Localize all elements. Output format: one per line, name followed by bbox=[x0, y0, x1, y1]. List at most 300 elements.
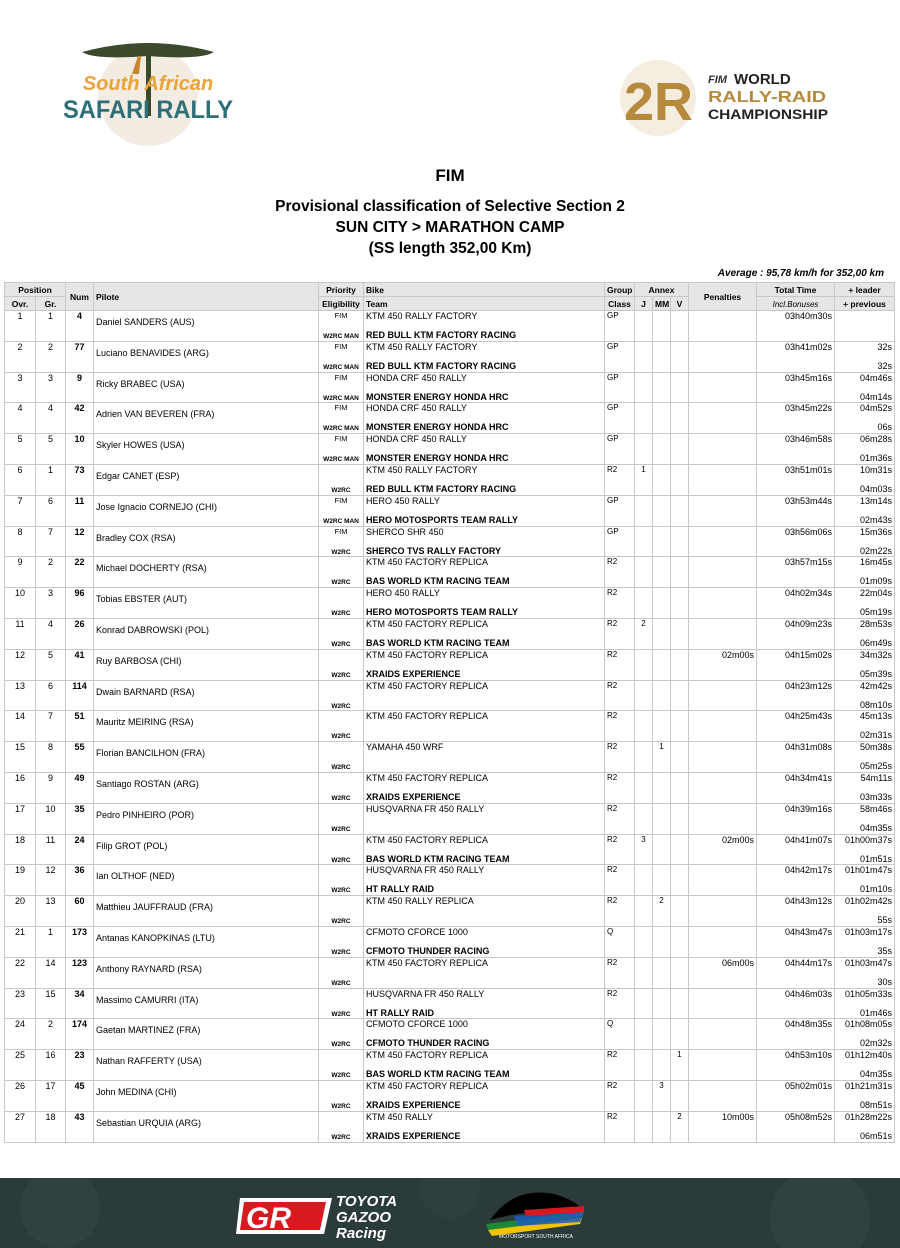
cell-total-time: 04h39m16s bbox=[757, 803, 835, 834]
gap-leader: 50m38s bbox=[859, 742, 892, 753]
cell-pilote bbox=[94, 711, 319, 742]
pilote-name: Mauritz MEIRING (RSA) bbox=[96, 717, 194, 728]
cell-num: 55 bbox=[66, 742, 94, 773]
pilote-name: Gaetan MARTINEZ (FRA) bbox=[96, 1025, 201, 1036]
cell-total-time: 04h41m07s bbox=[757, 834, 835, 865]
cell-annex-mm bbox=[653, 988, 671, 1019]
table-row bbox=[5, 372, 895, 403]
cell-annex-v bbox=[671, 649, 689, 680]
cell-penalties bbox=[689, 557, 757, 588]
cell-group: GP bbox=[605, 341, 635, 372]
bike-value: HUSQVARNA FR 450 RALLY bbox=[366, 865, 485, 876]
priority-value: FIM bbox=[334, 372, 348, 382]
cell-bike-team bbox=[364, 1080, 605, 1111]
header-j: J bbox=[635, 297, 653, 311]
cell-gaps bbox=[835, 988, 895, 1019]
cell-gaps bbox=[835, 957, 895, 988]
gap-leader: 15m36s bbox=[859, 526, 892, 537]
cell-priority bbox=[319, 680, 364, 711]
pilote-name: Santiago ROSTAN (ARG) bbox=[96, 778, 199, 789]
cell-penalties bbox=[689, 495, 757, 526]
cell-gaps bbox=[835, 311, 895, 342]
logo-rally-raid: RALLY-RAID bbox=[708, 89, 826, 106]
cell-priority bbox=[319, 526, 364, 557]
cell-gaps bbox=[835, 772, 895, 803]
logo-text-south-african: South African bbox=[82, 73, 214, 95]
header-previous: + previous bbox=[835, 297, 895, 311]
team-value: BAS WORLD KTM RACING TEAM bbox=[366, 1069, 510, 1080]
table-row bbox=[5, 495, 895, 526]
bike-value: KTM 450 RALLY FACTORY bbox=[366, 464, 478, 475]
cell-annex-j bbox=[635, 403, 653, 434]
table-row bbox=[5, 311, 895, 342]
cell-total-time: 04h31m08s bbox=[757, 742, 835, 773]
cell-num: 49 bbox=[66, 772, 94, 803]
cell-priority bbox=[319, 464, 364, 495]
cell-num: 34 bbox=[66, 988, 94, 1019]
gap-previous: 02m32s bbox=[859, 1038, 892, 1049]
cell-num: 41 bbox=[66, 649, 94, 680]
cell-annex-mm: 2 bbox=[653, 896, 671, 927]
bike-value: HUSQVARNA FR 450 RALLY bbox=[366, 988, 485, 999]
cell-num: 73 bbox=[66, 464, 94, 495]
cell-annex-mm: 1 bbox=[653, 742, 671, 773]
cell-total-time: 04h25m43s bbox=[757, 711, 835, 742]
cell-gr: 17 bbox=[36, 1080, 66, 1111]
cell-total-time: 03h46m58s bbox=[757, 434, 835, 465]
cell-gaps bbox=[835, 1019, 895, 1050]
pilote-name: Dwain BARNARD (RSA) bbox=[96, 686, 195, 697]
eligibility-value: W2RC MAN bbox=[323, 394, 359, 402]
page-title: Provisional classification of Selective Section 2 bbox=[275, 198, 625, 215]
pilote-name: Michael DOCHERTY (RSA) bbox=[96, 563, 207, 574]
cell-pilote bbox=[94, 464, 319, 495]
cell-priority bbox=[319, 1080, 364, 1111]
header-total-time: Total Time bbox=[757, 283, 835, 297]
toyota-gazoo-racing-logo bbox=[236, 1184, 436, 1242]
table-row bbox=[5, 526, 895, 557]
eligibility-value: W2RC bbox=[331, 1072, 351, 1080]
cell-group: GP bbox=[605, 403, 635, 434]
cell-num: 51 bbox=[66, 711, 94, 742]
gap-leader: 04m46s bbox=[859, 372, 892, 383]
team-value: RED BULL KTM FACTORY RACING bbox=[366, 483, 517, 494]
cell-pilote bbox=[94, 1019, 319, 1050]
cell-num: 45 bbox=[66, 1080, 94, 1111]
cell-pilote bbox=[94, 588, 319, 619]
team-value: XRAIDS EXPERIENCE bbox=[366, 1130, 461, 1141]
cell-annex-j bbox=[635, 372, 653, 403]
cell-pilote bbox=[94, 803, 319, 834]
cell-annex-j bbox=[635, 557, 653, 588]
header-leader: + leader bbox=[835, 283, 895, 297]
cell-gaps bbox=[835, 372, 895, 403]
team-value: MONSTER ENERGY HONDA HRC bbox=[366, 453, 509, 464]
bike-value: KTM 450 FACTORY REPLICA bbox=[366, 618, 489, 629]
cell-bike-team bbox=[364, 557, 605, 588]
cell-gr: 3 bbox=[36, 588, 66, 619]
table-row bbox=[5, 803, 895, 834]
cell-total-time: 04h02m34s bbox=[757, 588, 835, 619]
cell-penalties bbox=[689, 896, 757, 927]
cell-pilote bbox=[94, 988, 319, 1019]
cell-priority bbox=[319, 772, 364, 803]
cell-gaps bbox=[835, 341, 895, 372]
cell-ovr: 16 bbox=[5, 772, 36, 803]
cell-bike-team bbox=[364, 803, 605, 834]
cell-ovr: 27 bbox=[5, 1111, 36, 1142]
cell-gaps bbox=[835, 834, 895, 865]
bike-value: KTM 450 RALLY bbox=[366, 1111, 433, 1122]
cell-gr: 18 bbox=[36, 1111, 66, 1142]
cell-annex-j bbox=[635, 1080, 653, 1111]
gap-leader: 34m32s bbox=[859, 649, 892, 660]
cell-gaps bbox=[835, 618, 895, 649]
table-row bbox=[5, 618, 895, 649]
cell-gr: 11 bbox=[36, 834, 66, 865]
cell-gaps bbox=[835, 495, 895, 526]
msa-logo bbox=[484, 1186, 588, 1240]
gap-previous: 02m22s bbox=[859, 545, 892, 556]
cell-num: 22 bbox=[66, 557, 94, 588]
table-row bbox=[5, 1111, 895, 1142]
gap-leader: 01h28m22s bbox=[844, 1111, 892, 1122]
sponsor-toyota: TOYOTA bbox=[336, 1193, 398, 1210]
bike-value: KTM 450 FACTORY REPLICA bbox=[366, 834, 489, 845]
gap-previous: 35s bbox=[877, 945, 892, 956]
gap-previous: 02m31s bbox=[859, 730, 892, 741]
pilote-name: Edgar CANET (ESP) bbox=[96, 470, 180, 481]
cell-pilote bbox=[94, 311, 319, 342]
cell-annex-v bbox=[671, 434, 689, 465]
bike-value: KTM 450 FACTORY REPLICA bbox=[366, 772, 489, 783]
sponsor-footer bbox=[0, 1178, 900, 1248]
cell-penalties bbox=[689, 618, 757, 649]
cell-bike-team bbox=[364, 372, 605, 403]
eligibility-value: W2RC MAN bbox=[323, 425, 359, 433]
cell-pilote bbox=[94, 926, 319, 957]
cell-annex-mm bbox=[653, 1050, 671, 1081]
cell-annex-j bbox=[635, 1019, 653, 1050]
cell-annex-mm bbox=[653, 618, 671, 649]
header-team: Team bbox=[364, 297, 605, 311]
cell-group: R2 bbox=[605, 988, 635, 1019]
cell-annex-v bbox=[671, 464, 689, 495]
cell-pilote bbox=[94, 957, 319, 988]
bike-value: KTM 450 FACTORY REPLICA bbox=[366, 957, 489, 968]
cell-ovr: 4 bbox=[5, 403, 36, 434]
cell-annex-j: 2 bbox=[635, 618, 653, 649]
eligibility-value: W2RC bbox=[331, 948, 351, 956]
bike-value: KTM 450 FACTORY REPLICA bbox=[366, 680, 489, 691]
cell-gr: 9 bbox=[36, 772, 66, 803]
gap-leader: 16m45s bbox=[859, 557, 892, 568]
gap-previous: 32s bbox=[877, 360, 892, 371]
cell-pilote bbox=[94, 1111, 319, 1142]
cell-bike-team bbox=[364, 957, 605, 988]
cell-group: R2 bbox=[605, 803, 635, 834]
cell-group: Q bbox=[605, 1019, 635, 1050]
cell-num: 24 bbox=[66, 834, 94, 865]
cell-total-time: 03h51m01s bbox=[757, 464, 835, 495]
safari-rally-logo bbox=[52, 34, 242, 149]
eligibility-value: W2RC bbox=[331, 856, 351, 864]
bike-value: KTM 450 RALLY FACTORY bbox=[366, 311, 478, 321]
cell-priority bbox=[319, 834, 364, 865]
bike-value: CFMOTO CFORCE 1000 bbox=[366, 1019, 468, 1030]
bike-value: HONDA CRF 450 RALLY bbox=[366, 403, 467, 414]
cell-gr: 16 bbox=[36, 1050, 66, 1081]
gap-leader: 01h03m17s bbox=[844, 926, 892, 937]
bike-value: KTM 450 FACTORY REPLICA bbox=[366, 711, 489, 722]
cell-ovr: 21 bbox=[5, 926, 36, 957]
cell-num: 60 bbox=[66, 896, 94, 927]
eligibility-value: W2RC bbox=[331, 918, 351, 926]
cell-ovr: 10 bbox=[5, 588, 36, 619]
priority-value: FIM bbox=[334, 341, 348, 351]
cell-total-time: 03h40m30s bbox=[757, 311, 835, 342]
header-eligibility: Eligibility bbox=[319, 297, 364, 311]
cell-annex-j bbox=[635, 649, 653, 680]
eligibility-value: W2RC bbox=[331, 486, 351, 494]
cell-priority bbox=[319, 372, 364, 403]
team-value: XRAIDS EXPERIENCE bbox=[366, 1099, 461, 1110]
cell-num: 174 bbox=[66, 1019, 94, 1050]
cell-ovr: 15 bbox=[5, 742, 36, 773]
cell-penalties bbox=[689, 865, 757, 896]
cell-annex-v bbox=[671, 834, 689, 865]
table-row bbox=[5, 1019, 895, 1050]
pilote-name: John MEDINA (CHI) bbox=[96, 1086, 177, 1097]
cell-annex-v bbox=[671, 957, 689, 988]
cell-gr: 7 bbox=[36, 711, 66, 742]
cell-gr: 14 bbox=[36, 957, 66, 988]
bike-value: CFMOTO CFORCE 1000 bbox=[366, 926, 468, 937]
cell-annex-mm bbox=[653, 557, 671, 588]
gap-leader: 01h02m42s bbox=[844, 896, 892, 907]
gap-previous: 05m19s bbox=[859, 607, 892, 618]
cell-gr: 13 bbox=[36, 896, 66, 927]
cell-ovr: 25 bbox=[5, 1050, 36, 1081]
cell-gaps bbox=[835, 896, 895, 927]
table-row bbox=[5, 926, 895, 957]
cell-annex-mm bbox=[653, 588, 671, 619]
table-row bbox=[5, 1080, 895, 1111]
team-value: RED BULL KTM FACTORY RACING bbox=[366, 330, 517, 340]
eligibility-value: W2RC bbox=[331, 887, 351, 895]
cell-annex-mm bbox=[653, 1111, 671, 1142]
footer-texture bbox=[0, 1178, 900, 1248]
cell-total-time: 05h08m52s bbox=[757, 1111, 835, 1142]
cell-bike-team bbox=[364, 588, 605, 619]
cell-pilote bbox=[94, 742, 319, 773]
cell-bike-team bbox=[364, 341, 605, 372]
gap-leader: 01h00m37s bbox=[844, 834, 892, 845]
gap-leader: 01h08m05s bbox=[844, 1019, 892, 1030]
cell-priority bbox=[319, 957, 364, 988]
table-row bbox=[5, 403, 895, 434]
gap-previous: 01m09s bbox=[859, 576, 892, 587]
cell-gr: 1 bbox=[36, 464, 66, 495]
gap-leader: 01h21m31s bbox=[844, 1080, 892, 1091]
cell-ovr: 6 bbox=[5, 464, 36, 495]
header-priority: Priority bbox=[319, 283, 364, 297]
cell-group: GP bbox=[605, 526, 635, 557]
cell-annex-v bbox=[671, 680, 689, 711]
cell-group: R2 bbox=[605, 464, 635, 495]
cell-pilote bbox=[94, 341, 319, 372]
cell-penalties bbox=[689, 434, 757, 465]
gap-previous: 04m14s bbox=[859, 391, 892, 402]
cell-priority bbox=[319, 711, 364, 742]
cell-penalties bbox=[689, 311, 757, 342]
pilote-name: Daniel SANDERS (AUS) bbox=[96, 317, 195, 327]
cell-ovr: 3 bbox=[5, 372, 36, 403]
cell-bike-team bbox=[364, 618, 605, 649]
cell-annex-v bbox=[671, 588, 689, 619]
pilote-name: Antanas KANOPKINAS (LTU) bbox=[96, 932, 215, 943]
cell-priority bbox=[319, 649, 364, 680]
cell-gr: 6 bbox=[36, 680, 66, 711]
cell-ovr: 23 bbox=[5, 988, 36, 1019]
cell-penalties: 10m00s bbox=[689, 1111, 757, 1142]
cell-penalties bbox=[689, 403, 757, 434]
cell-penalties bbox=[689, 1050, 757, 1081]
header-penalties: Penalties bbox=[689, 283, 757, 311]
cell-annex-j bbox=[635, 588, 653, 619]
cell-group: R2 bbox=[605, 957, 635, 988]
cell-bike-team bbox=[364, 495, 605, 526]
cell-gaps bbox=[835, 649, 895, 680]
pilote-name: Bradley COX (RSA) bbox=[96, 532, 176, 543]
team-value: CFMOTO THUNDER RACING bbox=[366, 945, 490, 956]
cell-group: R2 bbox=[605, 557, 635, 588]
cell-bike-team bbox=[364, 1050, 605, 1081]
cell-group: R2 bbox=[605, 772, 635, 803]
cell-pilote bbox=[94, 1050, 319, 1081]
gap-previous: 01m46s bbox=[859, 1007, 892, 1018]
gap-previous: 04m35s bbox=[859, 822, 892, 833]
team-value: HT RALLY RAID bbox=[366, 1007, 435, 1018]
gap-previous: 01m10s bbox=[859, 884, 892, 895]
cell-num: 23 bbox=[66, 1050, 94, 1081]
bike-value: HONDA CRF 450 RALLY bbox=[366, 434, 467, 445]
eligibility-value: W2RC bbox=[331, 794, 351, 802]
cell-ovr: 18 bbox=[5, 834, 36, 865]
team-value: MONSTER ENERGY HONDA HRC bbox=[366, 391, 509, 402]
team-value: HERO MOTOSPORTS TEAM RALLY bbox=[366, 607, 519, 618]
gap-previous: 06m51s bbox=[859, 1130, 892, 1141]
cell-total-time: 04h44m17s bbox=[757, 957, 835, 988]
cell-annex-mm bbox=[653, 711, 671, 742]
cell-gr: 10 bbox=[36, 803, 66, 834]
cell-bike-team bbox=[364, 834, 605, 865]
eligibility-value: W2RC bbox=[331, 640, 351, 648]
cell-pilote bbox=[94, 618, 319, 649]
cell-penalties bbox=[689, 526, 757, 557]
gap-leader: 54m11s bbox=[860, 772, 892, 783]
cell-annex-v: 2 bbox=[671, 1111, 689, 1142]
cell-gr: 2 bbox=[36, 557, 66, 588]
cell-group: R2 bbox=[605, 1050, 635, 1081]
header-pilote: Pilote bbox=[94, 283, 319, 311]
header-position: Position bbox=[5, 283, 66, 297]
cell-annex-mm bbox=[653, 372, 671, 403]
cell-annex-j bbox=[635, 711, 653, 742]
cell-annex-v bbox=[671, 711, 689, 742]
cell-ovr: 20 bbox=[5, 896, 36, 927]
cell-num: 77 bbox=[66, 341, 94, 372]
cell-total-time: 04h43m47s bbox=[757, 926, 835, 957]
cell-gaps bbox=[835, 464, 895, 495]
cell-total-time: 04h53m10s bbox=[757, 1050, 835, 1081]
gap-previous: 05m39s bbox=[859, 668, 892, 679]
cell-pilote bbox=[94, 772, 319, 803]
cell-group: R2 bbox=[605, 1111, 635, 1142]
table-row bbox=[5, 988, 895, 1019]
cell-penalties bbox=[689, 1019, 757, 1050]
cell-bike-team bbox=[364, 526, 605, 557]
gap-leader: 42m42s bbox=[859, 680, 892, 691]
table-row bbox=[5, 588, 895, 619]
cell-bike-team bbox=[364, 988, 605, 1019]
cell-annex-j: 3 bbox=[635, 834, 653, 865]
cell-annex-mm: 3 bbox=[653, 1080, 671, 1111]
cell-group: Q bbox=[605, 926, 635, 957]
table-row bbox=[5, 680, 895, 711]
table-row bbox=[5, 464, 895, 495]
cell-num: 123 bbox=[66, 957, 94, 988]
gap-leader: 22m04s bbox=[859, 588, 892, 599]
cell-num: 10 bbox=[66, 434, 94, 465]
cell-num: 173 bbox=[66, 926, 94, 957]
gap-previous: 01m36s bbox=[859, 453, 892, 464]
eligibility-value: W2RC bbox=[331, 610, 351, 618]
cell-annex-j bbox=[635, 988, 653, 1019]
header-mm: MM bbox=[653, 297, 671, 311]
cell-annex-v bbox=[671, 341, 689, 372]
cell-priority bbox=[319, 434, 364, 465]
eligibility-value: W2RC bbox=[331, 733, 351, 741]
header-gr: Gr. bbox=[36, 297, 66, 311]
cell-gaps bbox=[835, 1050, 895, 1081]
cell-penalties bbox=[689, 464, 757, 495]
cell-ovr: 8 bbox=[5, 526, 36, 557]
cell-gr: 2 bbox=[36, 1019, 66, 1050]
cell-annex-mm bbox=[653, 865, 671, 896]
team-value: XRAIDS EXPERIENCE bbox=[366, 791, 461, 802]
cell-priority bbox=[319, 557, 364, 588]
cell-priority bbox=[319, 742, 364, 773]
average-speed: Average : 95,78 km/h for 352,00 km bbox=[717, 268, 884, 279]
cell-annex-j bbox=[635, 341, 653, 372]
gr-mark: GR bbox=[246, 1202, 291, 1235]
cell-priority bbox=[319, 803, 364, 834]
header-bike: Bike bbox=[364, 283, 605, 297]
cell-gaps bbox=[835, 742, 895, 773]
cell-total-time: 03h45m16s bbox=[757, 372, 835, 403]
cell-priority bbox=[319, 403, 364, 434]
gap-previous: 04m03s bbox=[859, 483, 892, 494]
priority-value: FIM bbox=[334, 434, 348, 444]
cell-total-time: 04h48m35s bbox=[757, 1019, 835, 1050]
table-row bbox=[5, 711, 895, 742]
cell-total-time: 05h02m01s bbox=[757, 1080, 835, 1111]
cell-annex-v bbox=[671, 926, 689, 957]
header-incl-bonuses-label: Incl.Bonuses bbox=[772, 299, 819, 309]
cell-pilote bbox=[94, 495, 319, 526]
priority-value: FIM bbox=[334, 495, 348, 505]
